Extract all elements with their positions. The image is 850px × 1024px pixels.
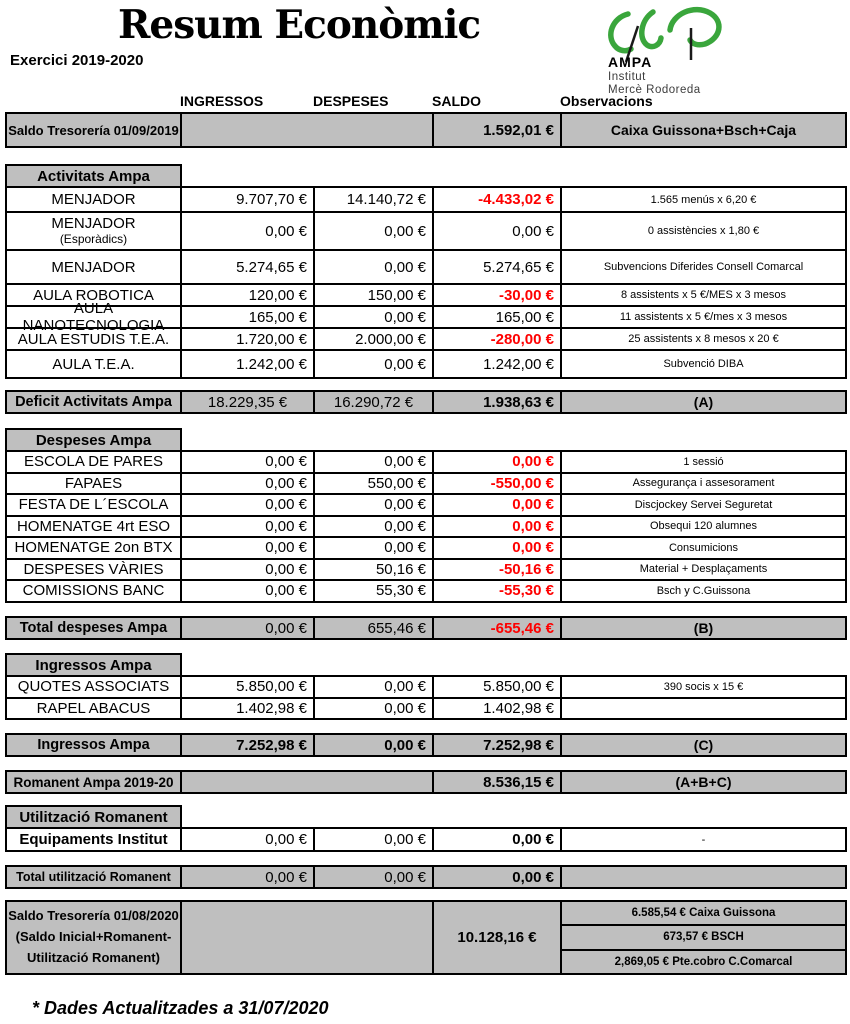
despeses-cell: 0,00 €	[315, 829, 434, 852]
despeses-cell: 550,00 €	[315, 474, 434, 496]
obs-cell: 1 sessió	[562, 452, 847, 474]
despeses-cell: 16.290,72 €	[315, 392, 434, 414]
section-header-activitats: Activitats Ampa	[5, 164, 182, 188]
saldo-cell: 7.252,98 €	[434, 735, 562, 757]
obs-cell: Discjockey Servei Seguretat	[562, 495, 847, 517]
total-utilitzacio-row	[5, 865, 847, 889]
despeses-cell: 0,00 €	[315, 517, 434, 539]
obs-cell: Bsch y C.Guissona	[562, 581, 847, 603]
saldo-cell: 5.274,65 €	[434, 251, 562, 285]
despeses-cell: 55,30 €	[315, 581, 434, 603]
row-label-cell: FAPAES	[7, 474, 182, 496]
row-label-cell: RAPEL ABACUS	[7, 699, 182, 721]
obs-pte-cobro: 2,869,05 € Pte.cobro C.Comarcal	[614, 955, 793, 968]
saldo-cell: -4.433,02 €	[434, 188, 562, 213]
row-label-cell: DESPESES VÀRIES	[7, 560, 182, 582]
row-label-cell: Saldo Tresorería 01/09/2019	[7, 114, 182, 148]
ingressos-cell: 5.274,65 €	[182, 251, 315, 285]
row-label-cell: QUOTES ASSOCIATS	[7, 677, 182, 699]
row-label-cell	[7, 213, 182, 251]
closing-label-line3: Utilització Romanent)	[27, 949, 160, 965]
row-label-cell: COMISSIONS BANC	[7, 581, 182, 603]
row-label-sub: (Esporàdics)	[59, 231, 128, 246]
despeses-cell: 14.140,72 €	[315, 188, 434, 213]
ingressos-table	[5, 675, 847, 720]
merged-empty-cell	[182, 772, 434, 794]
row-label-cell: AULA NANOTECNOLOGIA	[7, 307, 182, 329]
saldo-cell: 1.242,00 €	[434, 351, 562, 379]
ingressos-cell: 0,00 €	[182, 474, 315, 496]
row-label-cell: AULA T.E.A.	[7, 351, 182, 379]
row-label-cell: Romanent Ampa 2019-20	[7, 772, 182, 794]
row-label-cell: HOMENATGE 4rt ESO	[7, 517, 182, 539]
ingressos-cell: 0,00 €	[182, 213, 315, 251]
saldo-cell: 0,00 €	[434, 867, 562, 889]
ingressos-cell: 0,00 €	[182, 560, 315, 582]
closing-balance-row	[5, 900, 847, 975]
opening-balance-row	[5, 112, 847, 148]
page-title: Resum Econòmic	[118, 2, 481, 48]
section-header-utilitzacio: Utilització Romanent	[5, 805, 182, 829]
saldo-cell: 1.938,63 €	[434, 392, 562, 414]
saldo-cell: 0,00 €	[434, 538, 562, 560]
saldo-cell: 0,00 €	[434, 829, 562, 852]
saldo-cell: 0,00 €	[434, 452, 562, 474]
saldo-cell: 8.536,15 €	[434, 772, 562, 794]
logo-school-name: Mercè Rodoreda	[608, 83, 701, 96]
romanent-row	[5, 770, 847, 794]
saldo-cell: -55,30 €	[434, 581, 562, 603]
row-label-cell: AULA ESTUDIS T.E.A.	[7, 329, 182, 351]
obs-cell	[562, 699, 847, 721]
row-label-cell: Deficit Activitats Ampa	[7, 392, 182, 414]
logo-institut: Institut	[608, 70, 646, 83]
obs-caixa-guissona: 6.585,54 € Caixa Guissona	[562, 902, 845, 926]
ingressos-cell: 0,00 €	[182, 867, 315, 889]
obs-cell: Obsequi 120 alumnes	[562, 517, 847, 539]
obs-cell: (C)	[562, 735, 847, 757]
despeses-cell: 0,00 €	[315, 867, 434, 889]
saldo-cell: 0,00 €	[434, 517, 562, 539]
obs-cell: 0 assistències x 1,80 €	[562, 213, 847, 251]
ingressos-cell: 0,00 €	[182, 495, 315, 517]
saldo-cell: -280,00 €	[434, 329, 562, 351]
ingressos-cell: 1.402,98 €	[182, 699, 315, 721]
ingressos-cell: 1.242,00 €	[182, 351, 315, 379]
ingressos-cell: 0,00 €	[182, 829, 315, 852]
footer-note: * Dades Actualitzades a 31/07/2020	[32, 998, 329, 1018]
row-label-cell: ESCOLA DE PARES	[7, 452, 182, 474]
despeses-cell: 655,46 €	[315, 618, 434, 640]
despeses-cell: 0,00 €	[315, 677, 434, 699]
logo-org-name: AMPA	[608, 54, 653, 70]
merged-empty-cell	[182, 114, 434, 148]
obs-cell: 390 socis x 15 €	[562, 677, 847, 699]
row-label-cell: Ingressos Ampa	[7, 735, 182, 757]
despeses-cell: 0,00 €	[315, 735, 434, 757]
deficit-total-row	[5, 390, 847, 414]
obs-cell: (A+B+C)	[562, 772, 847, 794]
despeses-cell: 0,00 €	[315, 307, 434, 329]
obs-cell: (A)	[562, 392, 847, 414]
obs-cell: 8 assistents x 5 €/MES x 3 mesos	[562, 285, 847, 307]
ingressos-cell: 0,00 €	[182, 517, 315, 539]
saldo-cell: 0,00 €	[434, 213, 562, 251]
despeses-cell: 0,00 €	[315, 452, 434, 474]
closing-label-line1: Saldo Tresorería 01/08/2020	[8, 908, 179, 924]
utilitzacio-table	[5, 827, 847, 852]
row-label-cell: MENJADOR	[7, 251, 182, 285]
saldo-cell: -30,00 €	[434, 285, 562, 307]
section-header-ingressos: Ingressos Ampa	[5, 653, 182, 677]
saldo-cell: 10.128,16 €	[434, 902, 562, 975]
despeses-cell: 0,00 €	[315, 213, 434, 251]
saldo-cell: -655,46 €	[434, 618, 562, 640]
despeses-cell: 0,00 €	[315, 495, 434, 517]
merged-empty-cell	[182, 902, 434, 975]
column-headers	[5, 93, 845, 109]
ingressos-cell: 0,00 €	[182, 581, 315, 603]
despeses-table	[5, 450, 847, 603]
col-header-saldo: SALDO	[432, 93, 481, 109]
row-label-cell: Total utilització Romanent	[7, 867, 182, 889]
saldo-cell: 1.402,98 €	[434, 699, 562, 721]
saldo-cell: 165,00 €	[434, 307, 562, 329]
obs-cell: Material + Desplaçaments	[562, 560, 847, 582]
ingressos-cell: 9.707,70 €	[182, 188, 315, 213]
obs-cell: Assegurança i assesorament	[562, 474, 847, 496]
col-header-despeses: DESPESES	[313, 93, 389, 109]
col-header-observacions: Observacions	[560, 93, 653, 109]
obs-breakdown-cell	[562, 902, 847, 975]
obs-cell: 25 assistents x 8 mesos x 20 €	[562, 329, 847, 351]
row-label-cell	[7, 902, 182, 975]
obs-cell: Subvencions Diferides Consell Comarcal	[562, 251, 847, 285]
ingressos-cell: 0,00 €	[182, 452, 315, 474]
row-label-cell: HOMENATGE 2on BTX	[7, 538, 182, 560]
obs-cell: Subvenció DIBA	[562, 351, 847, 379]
total-despeses-row	[5, 616, 847, 640]
despeses-cell: 2.000,00 €	[315, 329, 434, 351]
obs-cell: (B)	[562, 618, 847, 640]
obs-bsch: 673,57 € BSCH	[562, 926, 845, 950]
ingressos-cell: 5.850,00 €	[182, 677, 315, 699]
obs-cell: 11 assistents x 5 €/mes x 3 mesos	[562, 307, 847, 329]
saldo-cell: 0,00 €	[434, 495, 562, 517]
despeses-cell: 0,00 €	[315, 351, 434, 379]
row-label-cell: Total despeses Ampa	[7, 618, 182, 640]
saldo-cell: -550,00 €	[434, 474, 562, 496]
obs-cell: 1.565 menús x 6,20 €	[562, 188, 847, 213]
obs-cell	[562, 867, 847, 889]
obs-cell: Caixa Guissona+Bsch+Caja	[562, 114, 847, 148]
ampa-logo	[598, 2, 788, 96]
despeses-cell: 0,00 €	[315, 251, 434, 285]
despeses-cell: 150,00 €	[315, 285, 434, 307]
col-header-ingressos: INGRESSOS	[180, 93, 264, 109]
despeses-cell: 50,16 €	[315, 560, 434, 582]
closing-label-line2: (Saldo Inicial+Romanent-	[15, 929, 172, 945]
row-label-cell: AULA ROBOTICA	[7, 285, 182, 307]
activitats-table	[5, 186, 847, 379]
saldo-cell: 1.592,01 €	[434, 114, 562, 148]
ingressos-cell: 0,00 €	[182, 618, 315, 640]
row-label-main: MENJADOR	[51, 215, 136, 233]
despeses-cell: 0,00 €	[315, 538, 434, 560]
section-header-despeses: Despeses Ampa	[5, 428, 182, 452]
ingressos-cell: 0,00 €	[182, 538, 315, 560]
row-label-cell: FESTA DE L´ESCOLA	[7, 495, 182, 517]
ingressos-cell: 120,00 €	[182, 285, 315, 307]
ingressos-cell: 18.229,35 €	[182, 392, 315, 414]
saldo-cell: -50,16 €	[434, 560, 562, 582]
exercise-label: Exercici 2019-2020	[10, 52, 144, 69]
despeses-cell: 0,00 €	[315, 699, 434, 721]
ingressos-cell: 7.252,98 €	[182, 735, 315, 757]
row-label-cell: Equipaments Institut	[7, 829, 182, 852]
ingressos-cell: 165,00 €	[182, 307, 315, 329]
row-label-cell: MENJADOR	[7, 188, 182, 213]
obs-cell: -	[562, 829, 847, 852]
obs-cell: Consumicions	[562, 538, 847, 560]
saldo-cell: 5.850,00 €	[434, 677, 562, 699]
ingressos-cell: 1.720,00 €	[182, 329, 315, 351]
ingressos-total-row	[5, 733, 847, 757]
